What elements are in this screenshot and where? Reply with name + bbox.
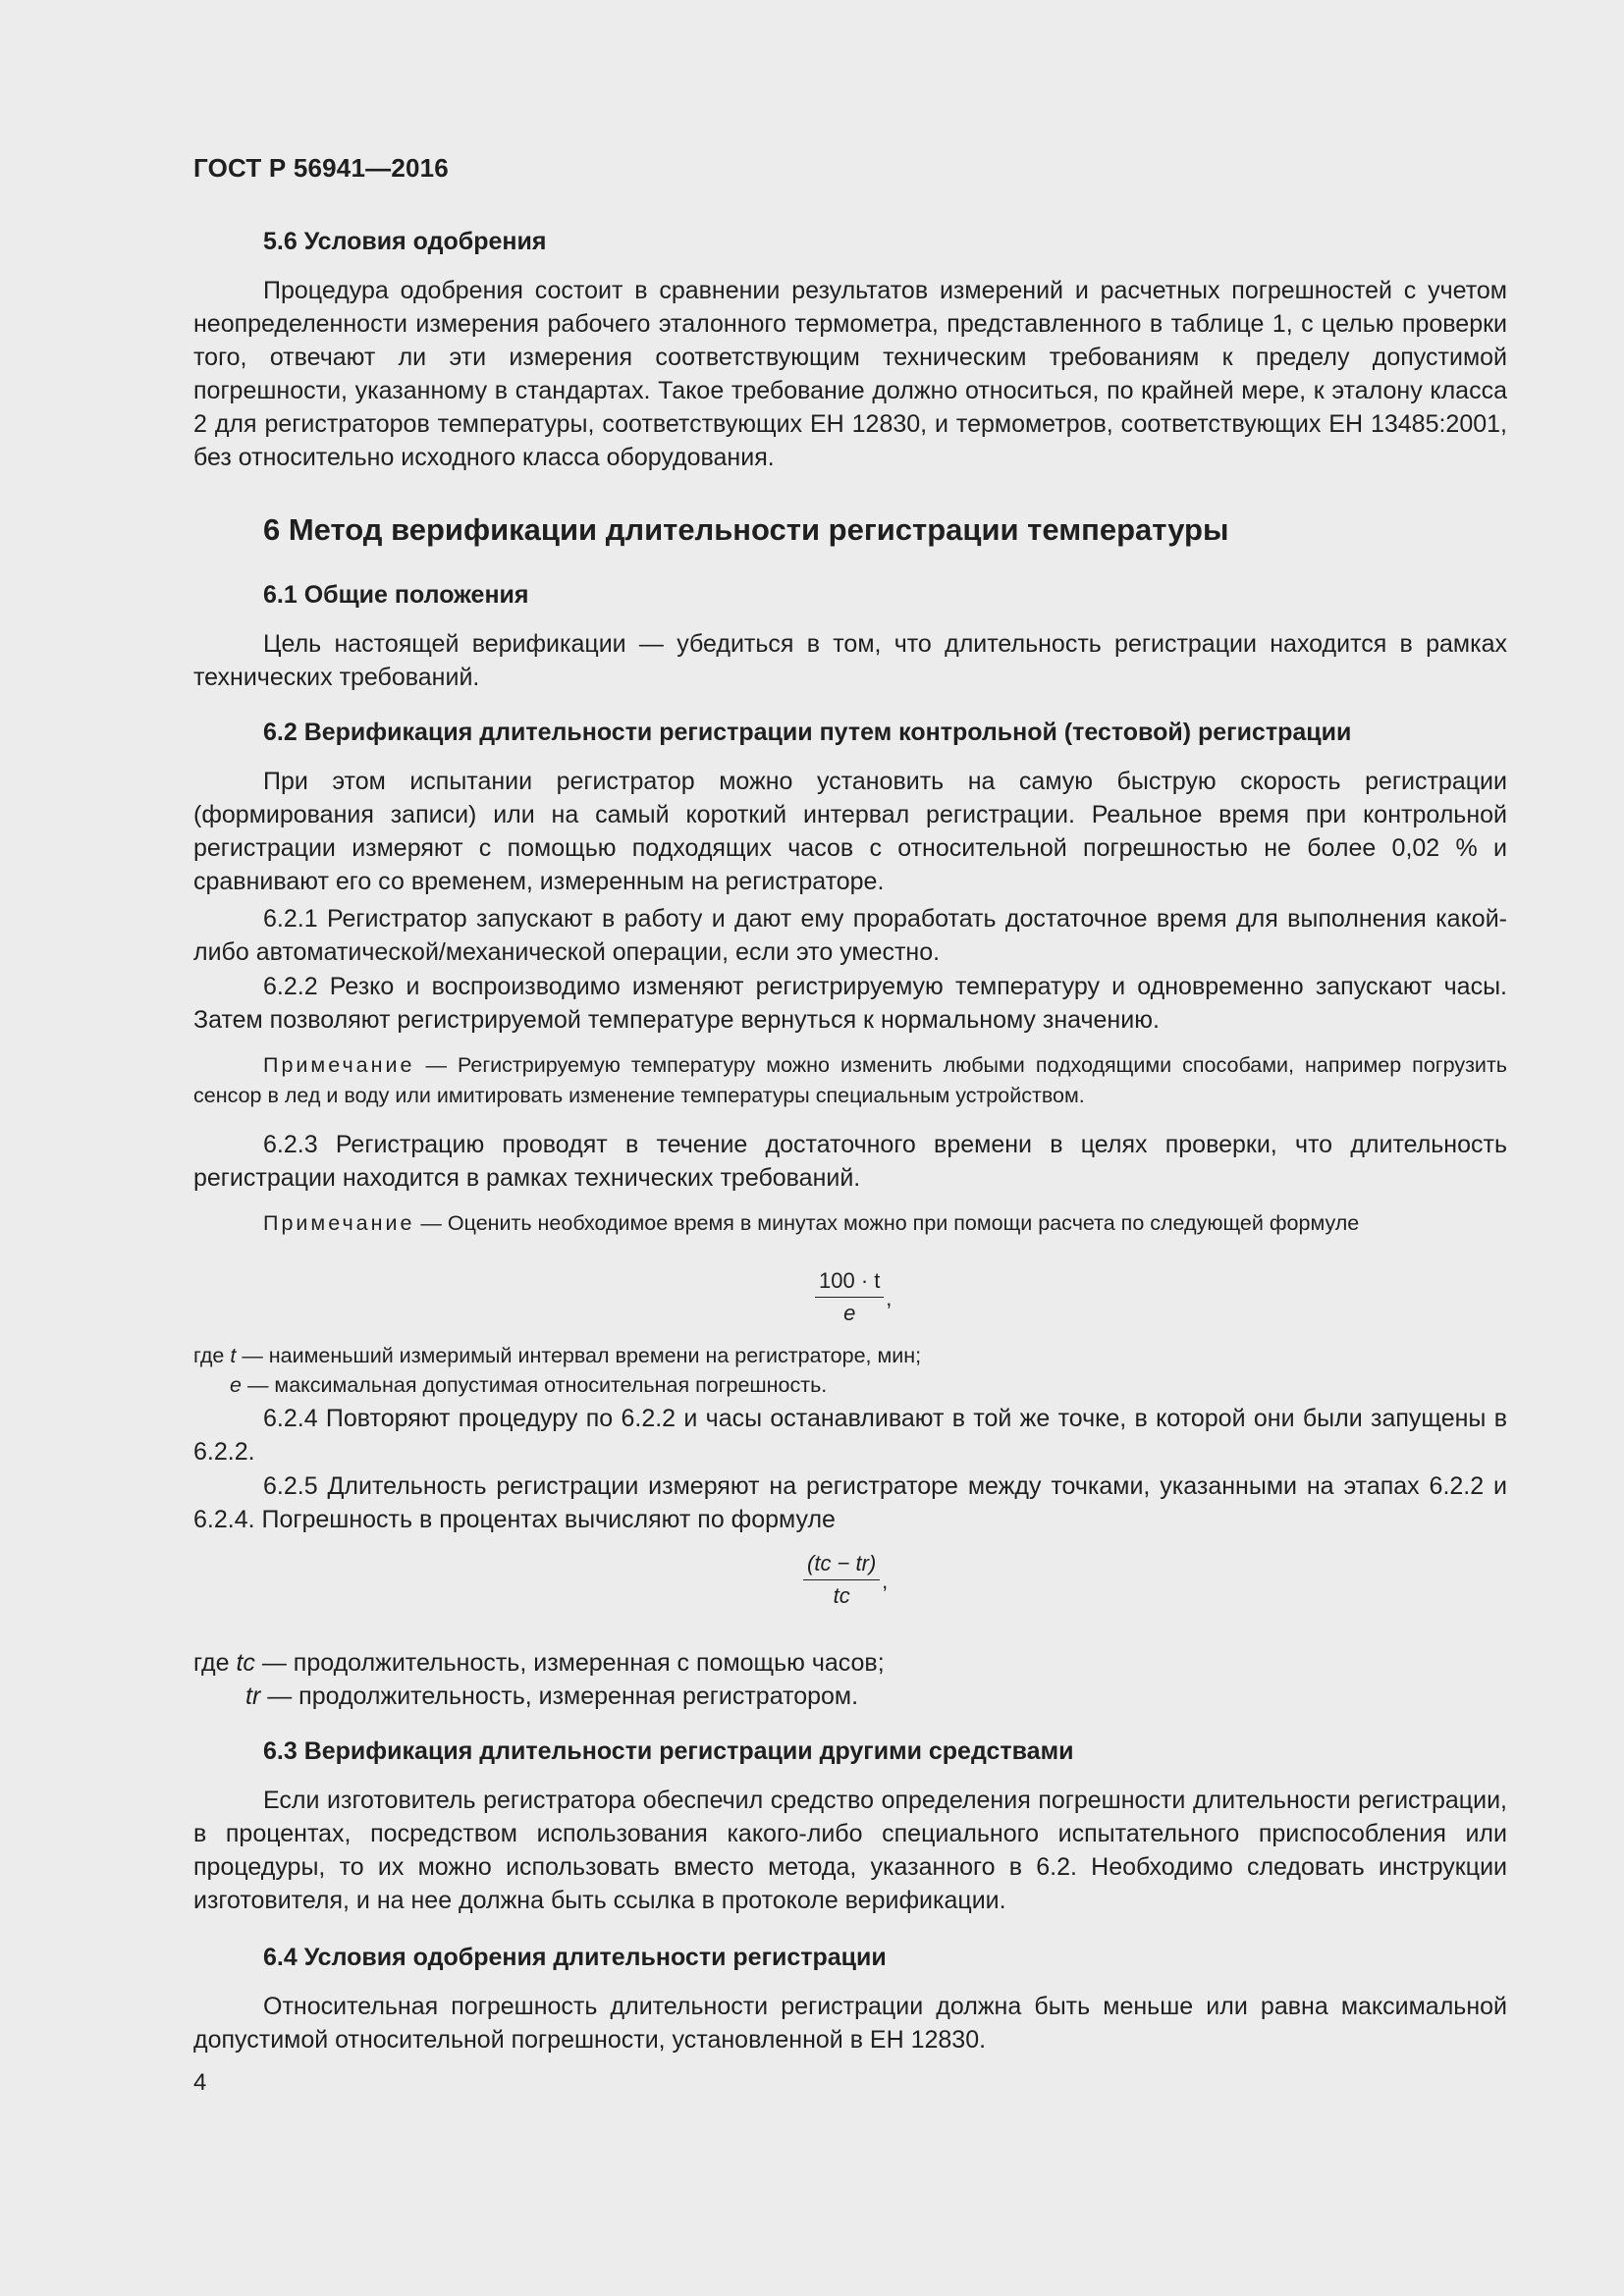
section-6-3-title: 6.3 Верификация длительности регистрации другими средствами [263, 1737, 1074, 1765]
section-6-4-text: Относительная погрешность длительности регистрации должна быть меньше или равна максимальной допустимой относительной погрешности, установленной в ЕН 12830. [193, 1993, 1507, 2054]
formula-1: 100 · t e , [815, 1268, 884, 1326]
formula-2-numerator: (tc − tr) [803, 1551, 880, 1580]
section-6-2-text: При этом испытании регистратор можно установить на самую быструю скорость регистрации (формирования записи) или на самый короткий интервал регистрации. Реальное время при контрольной регистрации измеряют с помощью подходящих часов с относительной погрешностью не более 0,02 % и сравнивают его со временем, измеренным на регистраторе. [193, 768, 1507, 895]
formula-2: (tc − tr) tc , [803, 1551, 880, 1609]
clause-6-2-5: 6.2.5 Длительность регистрации измеряют на регистраторе между точками, указанными на этапах 6.2.2 и 6.2.4. Погрешность в процентах вычисляют по формуле [193, 1472, 1507, 1533]
formula-1-numerator: 100 · t [815, 1268, 884, 1298]
note-1-label: Примечание [263, 1053, 415, 1077]
where-tr: tr — продолжительность, измеренная регистратором. [245, 1682, 859, 1710]
clause-6-2-2: 6.2.2 Резко и воспроизводимо изменяют регистрируемую температуру и одновременно запускают часы. Затем позволяют регистрируемой температуре вернуться к нормальному значению. [193, 973, 1507, 1034]
formula-2-denominator: tc [833, 1583, 850, 1608]
note-1 [193, 1050, 1507, 1111]
page-number: 4 [193, 2069, 207, 2096]
where-tc: где tc — продолжительность, измеренная с помощью часов; [193, 1649, 885, 1677]
note-2-label: Примечание [263, 1211, 415, 1235]
note-1-text: — Регистрируемую температуру можно изменить любыми подходящими способами, например погрузить сенсор в лед и воду или имитировать изменение температуры специальным устройством. [193, 1053, 1507, 1107]
clause-6-2-4: 6.2.4 Повторяют процедуру по 6.2.2 и часы останавливают в той же точке, в которой они были запущены в 6.2.2. [193, 1405, 1507, 1466]
section-6-title: 6 Метод верификации длительности регистрации температуры [263, 512, 1229, 547]
note-2-text: — Оценить необходимое время в минутах можно при помощи расчета по следующей формуле [414, 1211, 1360, 1235]
section-6-2-title: 6.2 Верификация длительности регистрации путем контрольной (тестовой) регистрации [263, 719, 1352, 746]
clause-6-2-3: 6.2.3 Регистрацию проводят в течение достаточного времени в целях проверки, что длительность регистрации находится в рамках технических требований. [193, 1131, 1507, 1192]
section-5-6-text: Процедура одобрения состоит в сравнении результатов измерений и расчетных погрешностей с учетом неопределенности измерения рабочего эталонного термометра, представленного в таблице 1, с целью проверки того, отвечают ли эти измерения соответствующим техническим требованиям к пределу допустимой погрешности, указанному в стандартах. Такое требование должно относиться, по крайней мере, к эталону класса 2 для регистраторов температуры, соответствующих ЕН 12830, и термометров, соответствующих ЕН 13485:2001, без относительно исходного класса оборудования. [193, 277, 1507, 471]
formula-1-denominator: e [843, 1301, 856, 1325]
section-6-4-title: 6.4 Условия одобрения длительности регистрации [263, 1944, 887, 1971]
section-6-1-text: Цель настоящей верификации — убедиться в том, что длительность регистрации находится в рамках технических требований. [193, 630, 1507, 691]
where-t: где t — наименьший измеримый интервал времени на регистраторе, мин; [193, 1344, 922, 1367]
section-6-3-text: Если изготовитель регистратора обеспечил средство определения погрешности длительности регистрации, в процентах, посредством использования какого-либо специального испытательного приспособления или процедуры, то их можно использовать вместо метода, указанного в 6.2. Необходимо следовать инструкции изготовителя, и на нее должна быть ссылка в протоколе верификации. [193, 1787, 1507, 1914]
where-e: e — максимальная допустимая относительная погрешность. [230, 1373, 828, 1397]
section-5-6-title: 5.6 Условия одобрения [263, 228, 547, 255]
section-6-1-title: 6.1 Общие положения [263, 581, 529, 609]
clause-6-2-1: 6.2.1 Регистратор запускают в работу и дают ему проработать достаточное время для выполнения какой-либо автоматической/механической операции, если это уместно. [193, 905, 1507, 966]
standard-number: ГОСТ Р 56941—2016 [193, 153, 449, 183]
note-2 [193, 1208, 1507, 1239]
